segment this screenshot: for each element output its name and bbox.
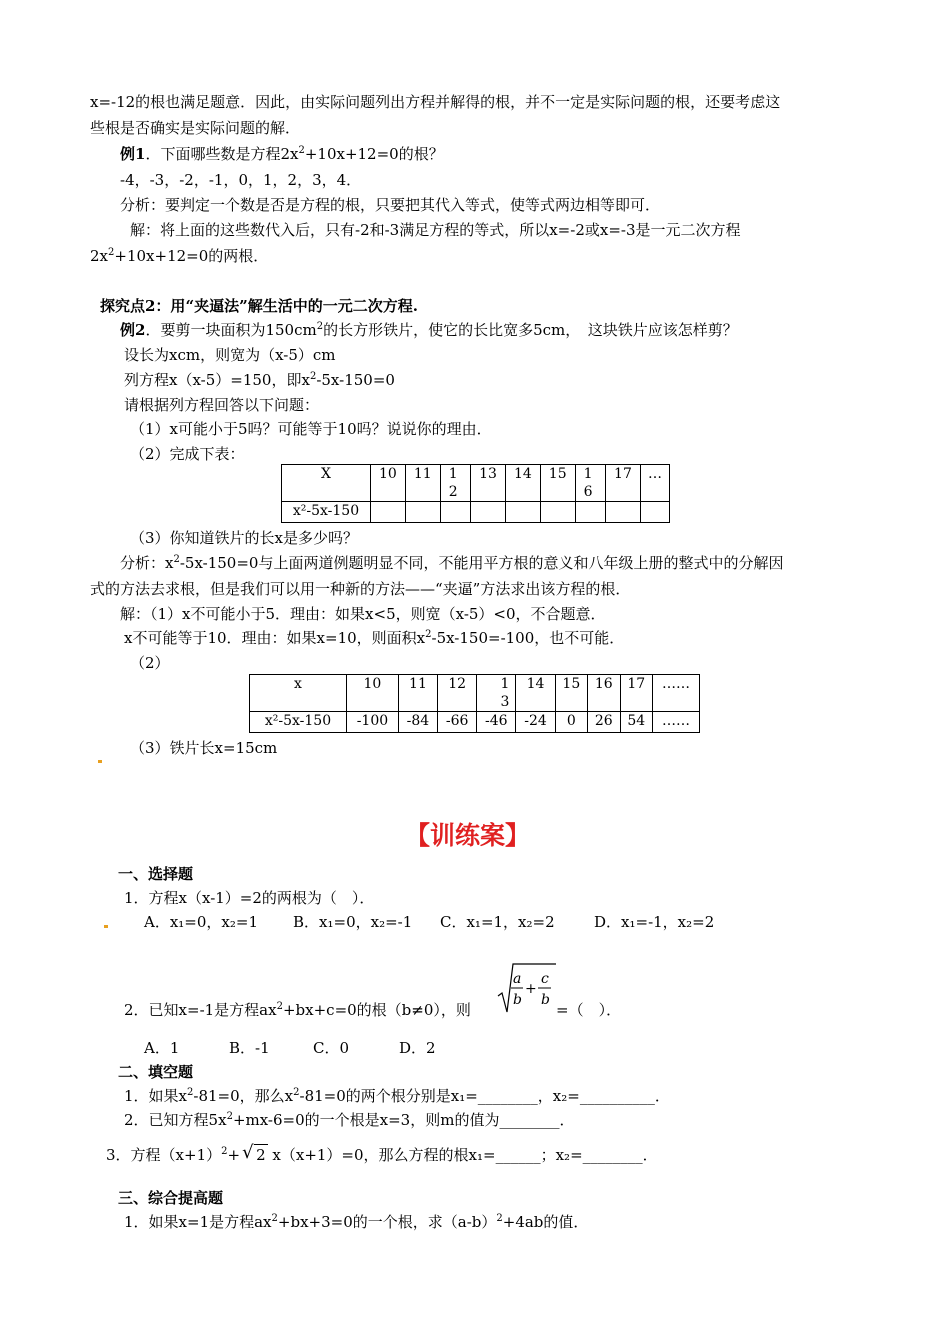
table-cell: 11 xyxy=(398,675,437,712)
option-a[interactable]: A．1 xyxy=(144,1039,180,1057)
text: ．下面哪些数是方程2x xyxy=(145,145,299,163)
table-cell[interactable] xyxy=(440,502,470,523)
text: x（x+1）=0，那么方程的根x₁=______；x₂=________． xyxy=(272,1146,658,1164)
example-2-question xyxy=(120,320,738,340)
mc-question-1: 1．方程x（x-1）=2的两根为（ ）． xyxy=(124,889,375,907)
question-3: （3）你知道铁片的长x是多少吗？ xyxy=(130,529,359,547)
result-table xyxy=(249,674,700,733)
table-cell: -100 xyxy=(347,712,399,733)
table-row xyxy=(282,502,670,523)
superscript: 2 xyxy=(108,247,115,258)
table-cell: …… xyxy=(653,712,700,733)
option-c[interactable]: C．0 xyxy=(313,1039,350,1057)
table-cell: 17 xyxy=(620,675,652,712)
solution-2: 解：（1）x不可能小于5．理由：如果x<5，则宽（x-5）<0，不合题意． xyxy=(120,605,606,623)
plus-sign: + xyxy=(525,981,537,997)
training-title: 【训练案】 xyxy=(405,821,531,850)
text: +10x+12=0的根？ xyxy=(304,145,444,163)
solution-part-2: （2） xyxy=(130,654,170,672)
table-cell: 10 xyxy=(347,675,399,712)
text: 2．已知x=-1是方程ax xyxy=(124,1001,277,1019)
question-2: （2）完成下表： xyxy=(130,445,245,463)
table-cell: x²-5x-150 xyxy=(282,502,371,523)
text: -81=0，那么x xyxy=(193,1087,294,1105)
table-cell[interactable] xyxy=(471,502,506,523)
text: +10x+12=0的两根． xyxy=(114,247,269,265)
table-cell[interactable] xyxy=(540,502,575,523)
option-c[interactable]: C．x₁=1，x₂=2 xyxy=(440,913,555,931)
analysis-2 xyxy=(120,553,783,573)
table-cell: X xyxy=(282,465,371,502)
radical-sign: √ xyxy=(242,1142,254,1163)
example-label: 例2 xyxy=(120,321,146,339)
text-line: 些根是否确实是实际问题的解． xyxy=(90,119,301,137)
option-d[interactable]: D．x₁=-1，x₂=2 xyxy=(594,913,715,931)
table-cell: -46 xyxy=(477,712,516,733)
text: 3．方程（x+1） xyxy=(106,1146,222,1164)
text: 2．已知方程5x xyxy=(124,1111,227,1129)
mc-question-2 xyxy=(124,1000,471,1020)
candidate-numbers: -4，-3，-2，-1，0，1，2，3，4． xyxy=(120,171,362,189)
superscript: 2 xyxy=(293,1087,300,1098)
table-cell[interactable] xyxy=(606,502,641,523)
option-a[interactable]: A．x₁=0，x₂=1 xyxy=(144,913,259,931)
fraction-b: b xyxy=(513,992,522,1008)
solution-1-cont xyxy=(90,246,268,266)
table-cell: 14 xyxy=(505,465,540,502)
text: 分析：x xyxy=(120,554,174,572)
comprehensive-question-1 xyxy=(124,1212,588,1232)
text: -5x-150=0与上面两道例题明显不同，不能用平方根的意义和八年级上册的整式中的分解因 xyxy=(179,554,784,572)
table-cell[interactable] xyxy=(640,502,669,523)
example-label: 例1 xyxy=(120,145,146,163)
table-cell: 54 xyxy=(620,712,652,733)
question-1: （1）x可能小于5吗？可能等于10吗？说说你的理由． xyxy=(130,420,492,438)
table-cell: 13 xyxy=(471,465,506,502)
analysis-1: 分析：要判定一个数是否是方程的根，只要把其代入等式，使等式两边相等即可． xyxy=(120,196,661,214)
fill-question-3 xyxy=(106,1144,658,1165)
superscript: 2 xyxy=(316,321,324,332)
text: + xyxy=(227,1146,241,1164)
text: ．要剪一块面积为150cm xyxy=(145,321,317,339)
table-cell: 1 2 xyxy=(440,465,470,502)
option-b[interactable]: B．-1 xyxy=(229,1039,270,1057)
section-heading-point-2: 探究点2：用“夹逼法”解生活中的一元二次方程. xyxy=(100,297,418,315)
table-cell[interactable] xyxy=(371,502,406,523)
text: x不可能等于10．理由：如果x=10，则面积x xyxy=(124,629,426,647)
table-row xyxy=(282,465,670,502)
fraction-b2: b xyxy=(541,992,550,1008)
table-cell: …… xyxy=(653,675,700,712)
text: +4ab的值． xyxy=(502,1213,589,1231)
table-cell: -66 xyxy=(438,712,477,733)
table-cell: 11 xyxy=(405,465,440,502)
fill-question-1 xyxy=(124,1086,670,1106)
fraction-a: a xyxy=(513,971,522,987)
table-cell[interactable] xyxy=(405,502,440,523)
table-cell: -24 xyxy=(516,712,555,733)
section-choice: 一、选择题 xyxy=(118,865,194,883)
table-row xyxy=(250,712,700,733)
table-cell: 1 3 xyxy=(477,675,516,712)
text: 列方程x（x-5）=150，即x xyxy=(124,371,310,389)
text-line: 请根据列方程回答以下问题： xyxy=(124,396,320,414)
table-cell: x²-5x-150 xyxy=(250,712,347,733)
superscript: 2 xyxy=(298,145,305,156)
table-cell[interactable] xyxy=(575,502,605,523)
table-cell: x xyxy=(250,675,347,712)
table-cell: 10 xyxy=(371,465,406,502)
superscript: 2 xyxy=(496,1213,503,1224)
mc-question-2-end: =（ ）． xyxy=(556,1001,622,1019)
fraction-c: c xyxy=(541,971,549,987)
table-cell: 1 6 xyxy=(575,465,605,502)
table-cell[interactable] xyxy=(505,502,540,523)
text: -5x-150=-100，也不可能． xyxy=(431,629,625,647)
option-d[interactable]: D．2 xyxy=(399,1039,436,1057)
text: 1．如果x xyxy=(124,1087,188,1105)
text: 的长方形铁片，使它的长比宽多5cm， 这块铁片应该怎样剪？ xyxy=(323,321,738,339)
table-cell: 12 xyxy=(438,675,477,712)
text: +mx-6=0的一个根是x=3，则m的值为________． xyxy=(232,1111,575,1129)
superscript: 2 xyxy=(276,1001,283,1012)
superscript: 2 xyxy=(187,1087,194,1098)
sqrt-two xyxy=(242,1142,268,1165)
analysis-2-cont: 式的方法去求根，但是我们可以用一种新的方法——“夹逼”方法求出该方程的根． xyxy=(90,580,631,598)
table-cell: 15 xyxy=(555,675,587,712)
text: -81=0的两个根分别是x₁=________，x₂=__________． xyxy=(299,1087,670,1105)
text-line: 设长为xcm，则宽为（x-5）cm xyxy=(124,346,336,364)
superscript: 2 xyxy=(425,629,432,640)
fill-question-2 xyxy=(124,1110,574,1130)
superscript: 2 xyxy=(226,1111,233,1122)
superscript: 2 xyxy=(271,1213,278,1224)
table-cell: -84 xyxy=(398,712,437,733)
example-1-question xyxy=(120,144,444,164)
section-comprehensive: 三、综合提高题 xyxy=(118,1189,224,1207)
table-cell: … xyxy=(640,465,669,502)
superscript: 2 xyxy=(221,1146,228,1157)
superscript: 2 xyxy=(309,371,317,382)
superscript: 2 xyxy=(173,554,180,565)
blank-table xyxy=(281,464,670,523)
radical-expression xyxy=(496,960,558,1016)
text-line: x=-12的根也满足题意．因此，由实际问题列出方程并解得的根，并不一定是实际问题的根，还要考虑这 xyxy=(90,93,781,111)
text: 1．如果x=1是方程ax xyxy=(124,1213,272,1231)
table-cell: 17 xyxy=(606,465,641,502)
text: +bx+c=0的根（b≠0），则 xyxy=(282,1001,471,1019)
solution-part-3: （3）铁片长x=15cm xyxy=(130,739,278,757)
option-b[interactable]: B．x₁=0，x₂=-1 xyxy=(293,913,413,931)
equation-line xyxy=(124,370,395,390)
table-cell: 15 xyxy=(540,465,575,502)
table-cell: 14 xyxy=(516,675,555,712)
section-fill: 二、填空题 xyxy=(118,1063,194,1081)
table-cell: 0 xyxy=(555,712,587,733)
solution-1: 解：将上面的这些数代入后，只有-2和-3满足方程的等式，所以x=-2或x=-3是一元二次方程 xyxy=(130,221,741,239)
table-cell: 26 xyxy=(588,712,620,733)
table-cell: 16 xyxy=(588,675,620,712)
solution-2-line xyxy=(124,628,624,648)
text: 2x xyxy=(90,247,109,265)
mark-dot xyxy=(104,925,108,928)
radicand: 2 xyxy=(256,1146,266,1164)
mark-dot xyxy=(98,760,102,763)
table-row xyxy=(250,675,700,712)
text: -5x-150=0 xyxy=(316,371,395,389)
text: +bx+3=0的一个根，求（a-b） xyxy=(277,1213,497,1231)
